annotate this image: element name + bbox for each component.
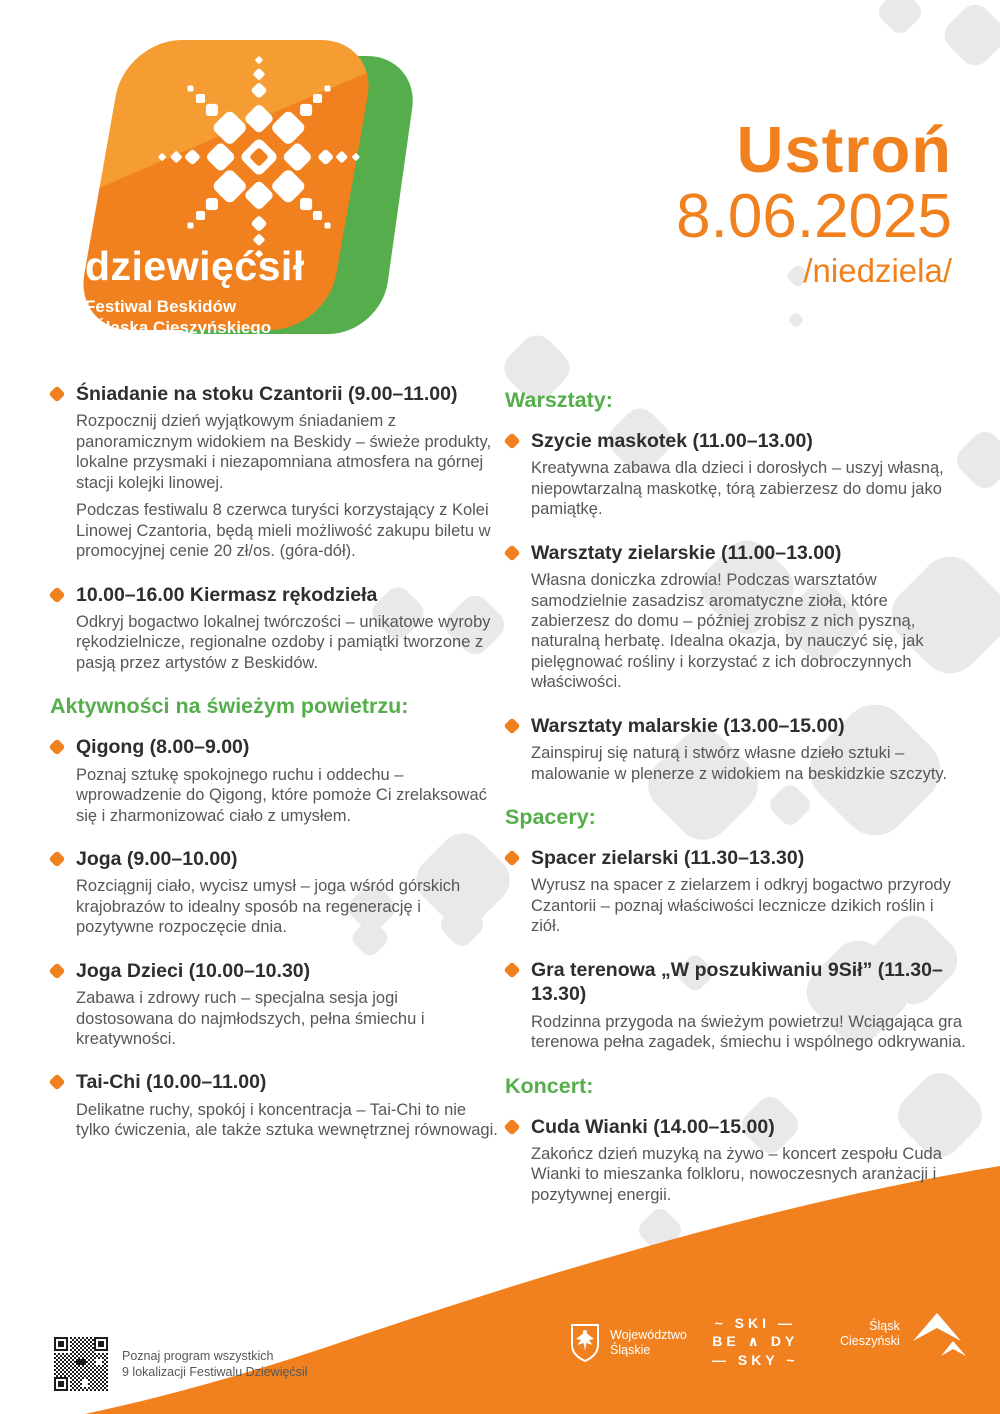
partner-label-line1: Województwo [610,1328,687,1342]
event-title: Szycie maskotek (11.00–13.00) [505,429,967,453]
event-description: Rodzinna przygoda na świeżym powietrzu! Wciągająca gra terenowa pełna zagadek, śmiechu i wspólnego odkrywania. [531,1012,966,1052]
event-item [505,958,967,1053]
beskidy-row1: ~ SKI — [714,1315,796,1331]
event-title: Tai-Chi (10.00–11.00) [50,1070,498,1094]
section-heading: Spacery: [505,805,596,830]
diamond-bullet-icon [504,961,521,978]
decor-diamond-shape [938,0,1000,72]
section-heading: Warsztaty: [505,388,613,412]
diamond-bullet-icon [49,851,66,868]
event-item [505,714,967,784]
city-title: Ustroń [736,113,952,186]
event-description: Wyrusz na spacer z zielarzem i odkryj bogactwo przyrody Czantorii – poznaj właściwości lecznicze dzikich roślin i ziół. [531,876,951,936]
event-item [50,382,498,562]
event-item [505,1115,967,1206]
section-heading: Aktywności na świeżym powietrzu: [50,694,409,719]
diamond-bullet-icon [49,739,66,756]
event-item [50,959,498,1050]
qr-block [52,1335,307,1393]
event-description: Odkryj bogactwo lokalnej twórczości – unikatowe wyroby rękodzielnicze, regionalne ozdoby i pamiątki tworzone z pasją przez artystów z Beskidów. [76,612,491,672]
logo-text [85,243,305,338]
festival-logo [0,0,430,360]
beskidy-row3: — SKY ~ [712,1352,799,1368]
event-title: Gra terenowa „W poszukiwaniu 9Sił” (11.30–13.30) [505,958,967,1007]
event-description: Rozpocznij dzień wyjątkowym śniadaniem z panoramicznym widokiem na Beskidy – świeże produkty, lokalne przysmaki i niezapomniana atmosfera na górnej stacji kolejki linowej. [76,412,492,492]
partner-label-line1: Śląsk [869,1319,900,1333]
event-title: Qigong (8.00–9.00) [50,735,498,759]
event-description: Zainspiruj się naturą i stwórz własne dzieło sztuki – malowanie w plenerze z widokiem na beskidzkie szczyty. [531,744,948,783]
diamond-bullet-icon [504,544,521,561]
diamond-bullet-icon [49,386,66,403]
diamond-bullet-icon [504,433,521,450]
beskidy-row2: BE ∧ DY [712,1333,799,1349]
partner-label-line2: Śląskie [610,1343,651,1357]
mountains-icon [910,1309,970,1359]
logo-title: dziewięćsił [85,243,305,289]
event-title: Spacer zielarski (11.30–13.30) [505,846,967,870]
event-item [50,583,498,674]
event-weekday: /niedziela/ [803,252,952,290]
event-description: Własna doniczka zdrowia! Podczas warsztatów samodzielnie zasadzisz aromatyczne zioła, które zabierzesz do domu – później zrobisz z nich pyszną, naturalną herbatę. Idealna okazja, by nauczyć się, jak pielęgnować rośliny i korzystać z ich dobroczynnych właściwości. [531,571,924,692]
event-description: Zabawa i zdrowy ruch – specjalna sesja jogi dostosowana do najmłodszych, pełna śmiechu i kreatywności. [76,989,425,1049]
event-item [505,846,967,937]
qr-caption-line2: 9 lokalizacji Festiwalu Dziewięćsił [122,1365,308,1379]
partner-logos [540,1295,980,1385]
partner-logo-wojewodztwo-slaskie [570,1323,687,1363]
diamond-bullet-icon [49,586,66,603]
diamond-bullet-icon [504,1118,521,1135]
diamond-bullet-icon [49,1074,66,1091]
partner-logo-beskidy-sky [712,1315,799,1368]
partner-logo-slask-cieszynski [840,1309,970,1359]
event-description: Kreatywna zabawa dla dzieci i dorosłych – uszyj własną, niepowtarzalną maskotkę, tórą zabierzesz do domu jako pamiątkę. [531,459,944,519]
event-title: Warsztaty zielarskie (11.00–13.00) [505,541,967,565]
event-date: 8.06.2025 [676,181,952,251]
event-description: Poznaj sztukę spokojnego ruchu i oddechu – wprowadzenie do Qigong, które pomoże Ci zrelaksować się i zharmonizować ciało z umysłem. [76,765,487,825]
event-header [676,113,952,290]
event-item [505,541,967,693]
logo-subtitle-line2: i Śląska Cieszyńskiego [85,318,272,337]
event-description: Podczas festiwalu 8 czerwca turyści korzystający z Kolei Linowej Czantoria, będą mieli możliwość zakupu biletu w promocyjnej cenie 20 zł/os. (góra-dół). [76,501,491,561]
event-title: Joga Dzieci (10.00–10.30) [50,959,498,983]
event-item [505,429,967,520]
coat-of-arms-icon [570,1323,600,1363]
event-item [50,735,498,826]
program-column-right [505,382,967,1226]
event-item [50,847,498,938]
logo-subtitle-line1: Festiwal Beskidów [85,297,237,316]
event-title: Cuda Wianki (14.00–15.00) [505,1115,967,1139]
qr-code [52,1335,110,1393]
program-column-left [50,382,498,1162]
decor-diamond-shape [875,0,926,37]
event-description: Zakończ dzień muzyką na żywo – koncert zespołu Cuda Wianki to mieszanka folkloru, nowoczesnych aranżacji i pozytywnej energii. [531,1144,942,1204]
event-title: Śniadanie na stoku Czantorii (9.00–11.00) [50,382,498,406]
partner-label-line2: Cieszyński [840,1334,900,1348]
event-title: Warsztaty malarskie (13.00–15.00) [505,714,967,738]
event-description: Rozciągnij ciało, wycisz umysł – joga wśród górskich krajobrazów to idealny sposób na regenerację i pozytywne rozpoczęcie dnia. [76,877,461,937]
event-title: Joga (9.00–10.00) [50,847,498,871]
diamond-bullet-icon [49,962,66,979]
section-heading: Koncert: [505,1073,594,1098]
qr-caption-line1: Poznaj program wszystkich [122,1349,274,1363]
event-item [50,1070,498,1140]
diamond-bullet-icon [504,850,521,867]
diamond-bullet-icon [504,717,521,734]
decor-diamond-shape [788,312,805,329]
snowflake-icon [148,46,370,268]
event-title: 10.00–16.00 Kiermasz rękodzieła [50,583,498,607]
event-description: Delikatne ruchy, spokój i koncentracja – Tai-Chi to nie tylko ćwiczenia, ale także sztuka wewnętrznej równowagi. [76,1100,498,1140]
